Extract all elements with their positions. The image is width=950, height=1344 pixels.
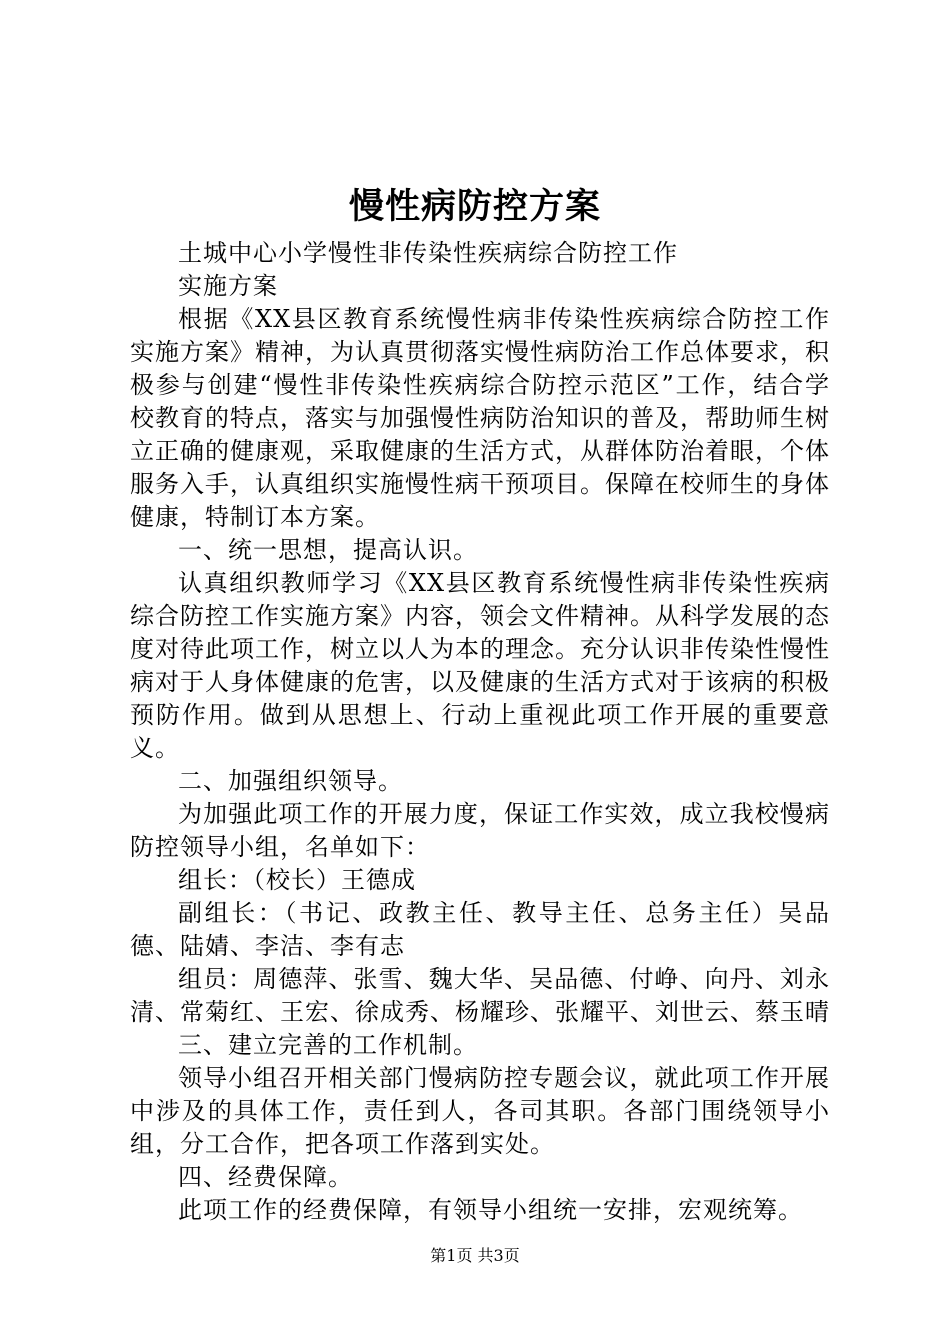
- paragraph: 认真组织教师学习《XX县区教育系统慢性病非传染性疾病综合防控工作实施方案》内容，领会文件精神。从科学发展的态度对待此项工作，树立以人为本的理念。充分认识非传染性慢性病对于人身体健康的危害，以及健康的生活方式对于该病的积极预防作用。做到从思想上、行动上重视此项工作开展的重要意义。: [130, 569, 830, 762]
- section-heading: 二、加强组织领导。: [178, 767, 403, 795]
- paragraph: 为加强此项工作的开展力度，保证工作实效，成立我校慢病防控领导小组，名单如下：: [130, 800, 830, 861]
- section-heading: 四、经费保障。: [178, 1163, 353, 1191]
- paragraph: 此项工作的经费保障，有领导小组统一安排，宏观统筹。: [178, 1196, 803, 1224]
- document-title: 慢性病防控方案: [348, 186, 601, 227]
- page-footer: 第1页 共3页: [430, 1246, 520, 1265]
- document-body: [130, 237, 830, 1227]
- paragraph: 副组长：（书记、政教主任、教导主任、总务主任）吴品德、陆婧、李洁、李有志: [130, 899, 830, 960]
- paragraph: 组长：（校长）王德成: [178, 866, 416, 894]
- section-heading: 一、统一思想，提高认识。: [178, 536, 478, 564]
- paragraph: 组员：周德萍、张雪、魏大华、吴品德、付峥、向丹、刘永清、常菊红、王宏、徐成秀、杨耀珍、张耀平、刘世云、蔡玉晴: [130, 965, 830, 1026]
- section-heading: 三、建立完善的工作机制。: [178, 1031, 478, 1059]
- paragraph: 领导小组召开相关部门慢病防控专题会议，就此项工作开展中涉及的具体工作，责任到人，各司其职。各部门围绕领导小组，分工合作，把各项工作落到实处。: [130, 1064, 830, 1158]
- paragraph: 根据《XX县区教育系统慢性病非传染性疾病综合防控工作实施方案》精神，为认真贯彻落实慢性病防治工作总体要求，积极参与创建“慢性非传染性疾病综合防控示范区”工作，结合学校教育的特点，落实与加强慢性病防治知识的普及，帮助师生树立正确的健康观，采取健康的生活方式，从群体防治着眼，个体服务入手，认真组织实施慢性病干预项目。保障在校师生的身体健康，特制订本方案。: [130, 305, 830, 531]
- paragraph: 实施方案: [178, 272, 278, 300]
- paragraph: 土城中心小学慢性非传染性疾病综合防控工作: [178, 239, 678, 267]
